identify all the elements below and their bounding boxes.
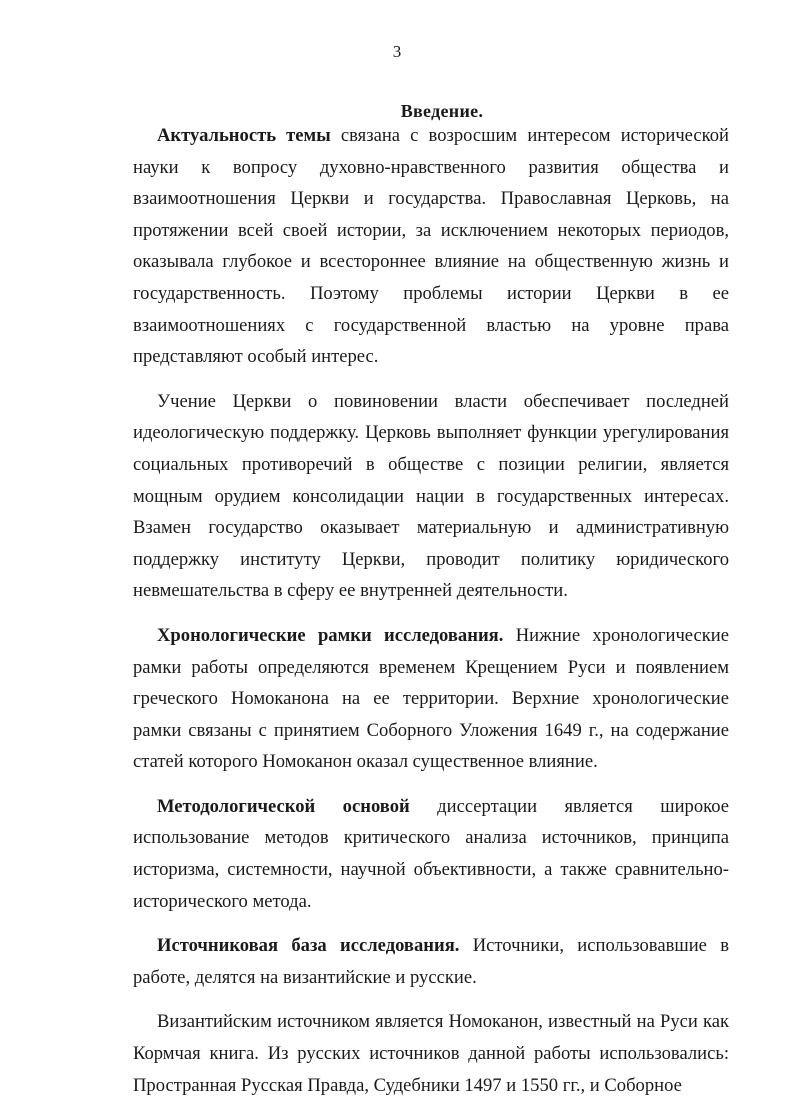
paragraph-text: Византийским источником является Номоканон, известный на Руси как Кормчая книга. Из русских источников данной работы использовались: Пространная Русская Правда, Судебники 1497 и 1550 гг., и Соборное [133,1011,729,1096]
body-text [133,120,729,1101]
paragraph-sources [133,930,729,993]
paragraph-lead: Источниковая база исследования. [157,935,460,957]
paragraph-byzantine-sources [133,1006,729,1101]
paragraph-text: Нижние хронологические рамки работы определяются временем Крещением Руси и появлением греческого Номоканона на ее территории. Верхние хронологические рамки связаны с принятием Соборного Уложения 1649 г., на содержание статей которого Номоканон оказал существенное влияние. [133,624,730,773]
paragraph-text: связана с возросшим интересом исторической науки к вопросу духовно-нравственного развития общества и взаимоотношения Церкви и государства. Православная Церковь, на протяжении всей своей истории, за исключением некоторых периодов, оказывала глубокое и всестороннее влияние на общественную жизнь и государственность. Поэтому проблемы истории Церкви в ее взаимоотношениях с государственной властью на уровне права представляют особый интерес. [133,125,729,368]
paragraph-church-teaching [133,386,729,607]
paragraph-lead: Методологической основой [157,795,410,817]
paragraph-methodology [133,791,729,917]
paragraph-lead: Актуальность темы [157,125,331,146]
paragraph-relevance [133,120,729,373]
paragraph-text: Учение Церкви о повиновении власти обеспечивает последней идеологическую поддержку. Церковь выполняет функции урегулирования социальных противоречий в обществе с позиции религии, является мощным орудием консолидации нации в государственных интересах. Взамен государство оказывает материальную и административную поддержку институту Церкви, проводит политику юридического невмешательства в сферу ее внутренней деятельности. [133,390,729,602]
paragraph-text: Источники, использовавшие в работе, делятся на византийские и русские. [133,935,729,988]
page-number: 3 [392,42,402,61]
paragraph-text: диссертации является широкое использование методов критического анализа источников, принципа историзма, системности, научной объективности, а также сравнительно-исторического метода. [133,795,729,912]
paragraph-lead: Хронологические рамки исследования. [157,624,504,646]
paragraph-chronology [133,620,729,778]
section-title: Введение. [400,101,484,121]
